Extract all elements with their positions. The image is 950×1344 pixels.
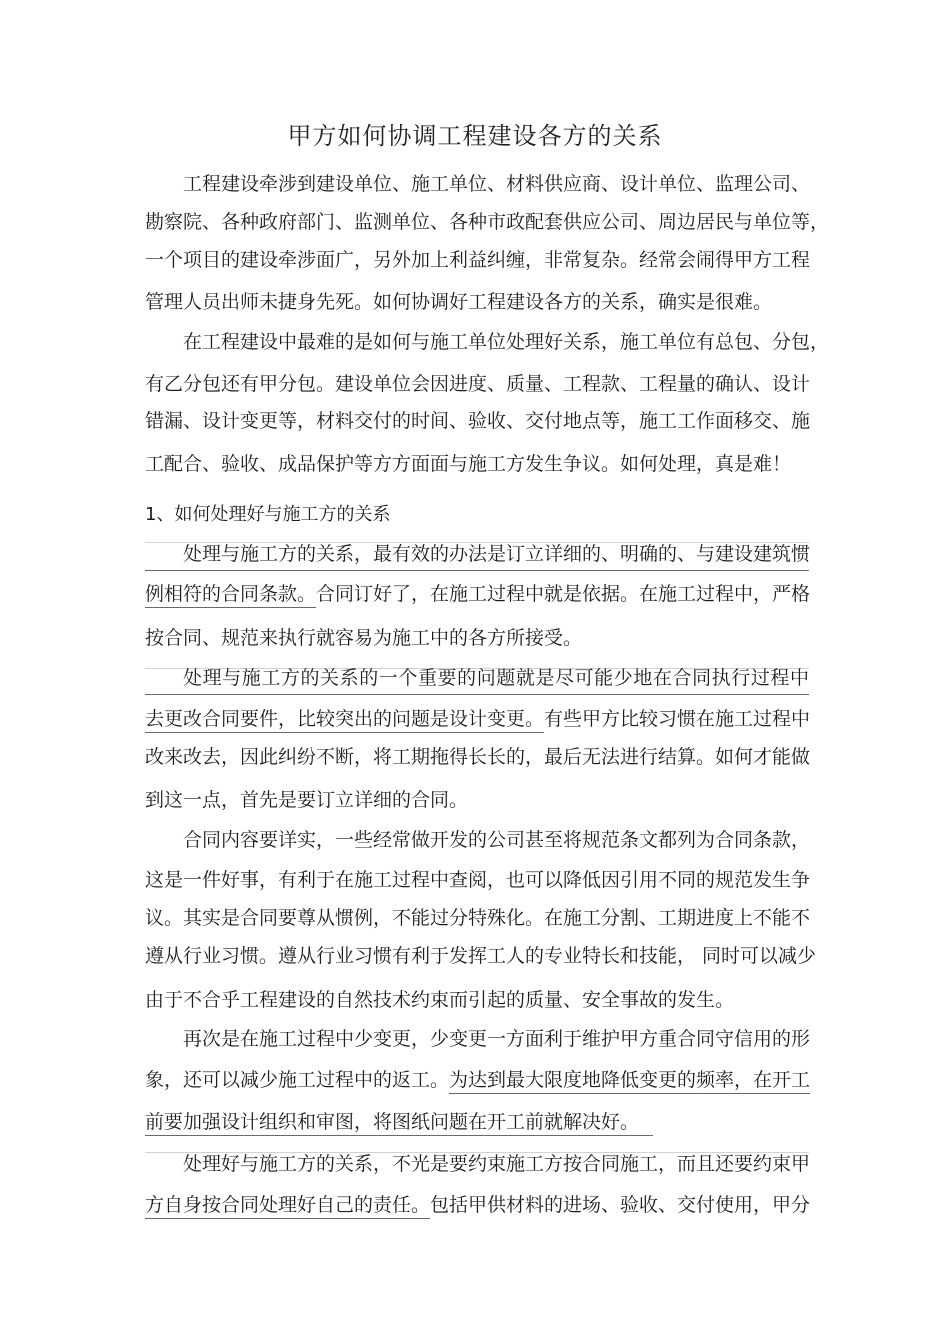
paragraph-line: 勘察院、各种政府部门、监测单位、各种市政配套供应公司、周边居民与单位等，: [145, 211, 830, 233]
paragraph-line: 议。其实是合同要尊从惯例，不能过分特殊化。在施工分割、工期进度上不能不: [145, 907, 811, 929]
paragraph-line: [145, 1108, 809, 1136]
paragraph-line: 有乙分包还有甲分包。建设单位会因进度、质量、工程款、工程量的确认、设计: [145, 373, 811, 395]
plain-text: 包括甲供材料的进场、验收、交付使用，甲分: [430, 1194, 811, 1216]
plain-text: 合同订好了，在施工过程中就是依据。在施工过程中，严格: [316, 583, 811, 605]
paragraph-line: [145, 1191, 809, 1219]
paragraph-line: 错漏、设计变更等，材料交付的时间、验收、交付地点等，施工工作面移交、施: [145, 410, 811, 432]
paragraph-line: 到这一点，首先是要订立详细的合同。: [145, 789, 469, 811]
paragraph-line: 工配合、验收、成品保护等方方面面与施工方发生争议。如何处理，真是难！: [145, 453, 792, 475]
paragraph-line: [145, 705, 809, 733]
paragraph-line: 遵从行业习惯。遵从行业习惯有利于发挥工人的专业特长和技能， 同时可以减少: [145, 945, 817, 967]
plain-text: 象，还可以减少施工过程中的返工。: [145, 1069, 450, 1091]
underlined-text: 去更改合同要件，比较突出的问题是设计变更。: [145, 708, 544, 733]
document-title: 甲方如何协调工程建设各方的关系: [287, 122, 663, 150]
paragraph-line: 工程建设牵涉到建设单位、施工单位、材料供应商、设计单位、监理公司、: [183, 173, 811, 195]
highlighted-line: 处理与施工方的关系，最有效的办法是订立详细的、明确的、与建设建筑惯: [145, 540, 809, 571]
underlined-text: 前要加强设计组织和审图，将图纸问题在开工前就解决好。: [145, 1111, 653, 1136]
paragraph-line: 在工程建设中最难的是如何与施工单位处理好关系，施工单位有总包、分包，: [183, 331, 830, 353]
highlighted-line: 处理好与施工方的关系，不光是要约束施工方按合同施工，而且还要约束甲: [183, 1153, 811, 1175]
paragraph-line: [145, 1066, 809, 1094]
paragraph-line: 一个项目的建设牵涉面广，另外加上利益纠缠，非常复杂。经常会闹得甲方工程: [145, 249, 811, 271]
section-heading: 1、如何处理好与施工方的关系: [145, 504, 391, 525]
underlined-text: 为达到最大限度地降低变更的频率，在开工: [449, 1069, 810, 1094]
paragraph-line: 改来改去，因此纠纷不断，将工期拖得长长的，最后无法进行结算。如何才能做: [145, 746, 811, 768]
paragraph-line: 按合同、规范来执行就容易为施工中的各方所接受。: [145, 627, 583, 649]
underlined-text: 方自身按合同处理好自己的责任。: [145, 1194, 430, 1219]
plain-text: 有些甲方比较习惯在施工过程中: [544, 708, 811, 730]
paragraph-line: 合同内容要详实，一些经常做开发的公司甚至将规范条文都列为合同条款，: [183, 829, 811, 851]
paragraph-line: 再次是在施工过程中少变更，少变更一方面利于维护甲方重合同守信用的形: [183, 1028, 811, 1050]
highlighted-line: 处理与施工方的关系的一个重要的问题就是尽可能少地在合同执行过程中: [145, 664, 809, 695]
paragraph-line: 由于不合乎工程建设的自然技术约束而引起的质量、安全事故的发生。: [145, 989, 735, 1011]
paragraph-line: [145, 580, 809, 608]
underlined-text: 例相符的合同条款。: [145, 583, 316, 608]
paragraph-line: 这是一件好事，有利于在施工过程中查阅，也可以降低因引用不同的规范发生争: [145, 869, 811, 891]
paragraph-line: 管理人员出师未捷身先死。如何协调好工程建设各方的关系，确实是很难。: [145, 291, 773, 313]
